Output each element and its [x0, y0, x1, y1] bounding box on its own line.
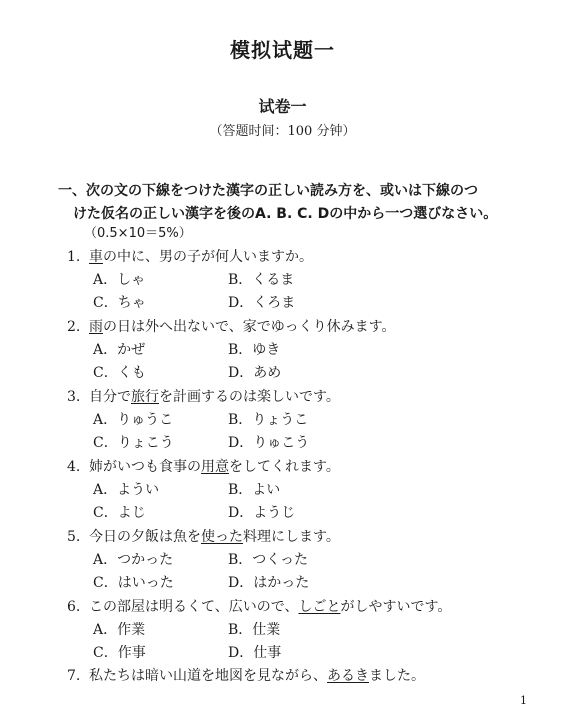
option-a[interactable]: A．作業: [93, 622, 146, 638]
question-2: [67, 316, 395, 336]
question-text-post: の中に、男の子が何人いますか。: [103, 249, 313, 265]
question-number: 5.: [67, 529, 81, 545]
score-note: （0.5×10＝5%）: [84, 226, 192, 241]
question-text-post: をしてくれます。: [229, 459, 340, 475]
option-a[interactable]: A．つかった: [93, 552, 174, 568]
question-1: [67, 246, 313, 266]
question-underlined: 用意: [201, 459, 229, 475]
question-text-pre: 自分で: [89, 389, 131, 405]
instruction-text-1-end: つ: [464, 183, 478, 199]
option-d[interactable]: D．ようじ: [228, 505, 296, 521]
question-number: 4.: [67, 459, 81, 475]
question-7: [67, 665, 425, 685]
option-b[interactable]: B．仕業: [228, 622, 281, 638]
option-c[interactable]: C．くも: [93, 365, 146, 381]
question-underlined: あるき: [327, 668, 369, 684]
question-3: [67, 386, 340, 406]
instruction-text-1: 一、次の文の下線をつけた漢字の正しい読み方を、或いは下線の: [58, 183, 464, 199]
question-text-post: を計画するのは楽しいです。: [159, 389, 340, 405]
question-text-post: がしやすいです。: [340, 599, 452, 615]
question-text-pre: 今日の夕飯は魚を: [89, 529, 201, 545]
question-number: 7.: [67, 668, 81, 684]
option-a[interactable]: A．かぜ: [93, 342, 146, 358]
option-a[interactable]: A．りゅうこ: [93, 412, 174, 428]
question-number: 2.: [67, 319, 81, 335]
answer-time: （答题时间：100 分钟）: [209, 124, 356, 139]
question-text-post: の日は外へ出ないで、家でゆっくり休みます。: [103, 319, 396, 335]
option-d[interactable]: D．仕事: [228, 645, 282, 661]
option-c[interactable]: C．りょこう: [93, 435, 174, 451]
page-title: 模拟试题一: [230, 38, 335, 62]
option-a[interactable]: A．しゃ: [93, 272, 146, 288]
option-b[interactable]: B．つくった: [228, 552, 309, 568]
page-number: 1: [520, 694, 527, 707]
question-underlined: 旅行: [131, 389, 159, 405]
question-text-pre: 姉がいつも食事の: [89, 459, 201, 475]
option-d[interactable]: D．はかった: [228, 575, 310, 591]
option-c[interactable]: C．はいった: [93, 575, 174, 591]
question-number: 1.: [67, 249, 81, 265]
question-underlined: 車: [89, 249, 103, 265]
option-b[interactable]: B．よい: [228, 482, 281, 498]
instruction-line-2: けた仮名の正しい漢字を後のA. B. C. Dの中から一つ選びなさい。: [73, 206, 498, 222]
question-number: 3.: [67, 389, 81, 405]
question-number: 6.: [67, 599, 81, 615]
question-text-pre: この部屋は明るくて、広いので、: [89, 599, 299, 615]
option-c[interactable]: C．作事: [93, 645, 146, 661]
option-c[interactable]: C．ちゃ: [93, 295, 146, 311]
question-text-post: 料理にします。: [243, 529, 340, 545]
question-underlined: 使った: [201, 529, 243, 545]
question-text-post: ました。: [369, 668, 425, 684]
question-4: [67, 456, 340, 476]
option-b[interactable]: B．くるま: [228, 272, 295, 288]
instruction-line-1: [58, 180, 548, 200]
option-d[interactable]: D．くろま: [228, 295, 296, 311]
option-d[interactable]: D．りゅこう: [228, 435, 310, 451]
option-b[interactable]: B．ゆき: [228, 342, 281, 358]
question-6: [67, 596, 451, 616]
option-c[interactable]: C．よじ: [93, 505, 146, 521]
question-underlined: 雨: [89, 319, 103, 335]
question-underlined: しごと: [298, 599, 341, 615]
option-d[interactable]: D．あめ: [228, 365, 282, 381]
question-5: [67, 526, 340, 546]
paper-subtitle: 试卷一: [258, 97, 307, 116]
question-text-pre: 私たちは暗い山道を地図を見ながら、: [89, 668, 327, 684]
option-b[interactable]: B．りょうこ: [228, 412, 309, 428]
option-a[interactable]: A．ようい: [93, 482, 160, 498]
